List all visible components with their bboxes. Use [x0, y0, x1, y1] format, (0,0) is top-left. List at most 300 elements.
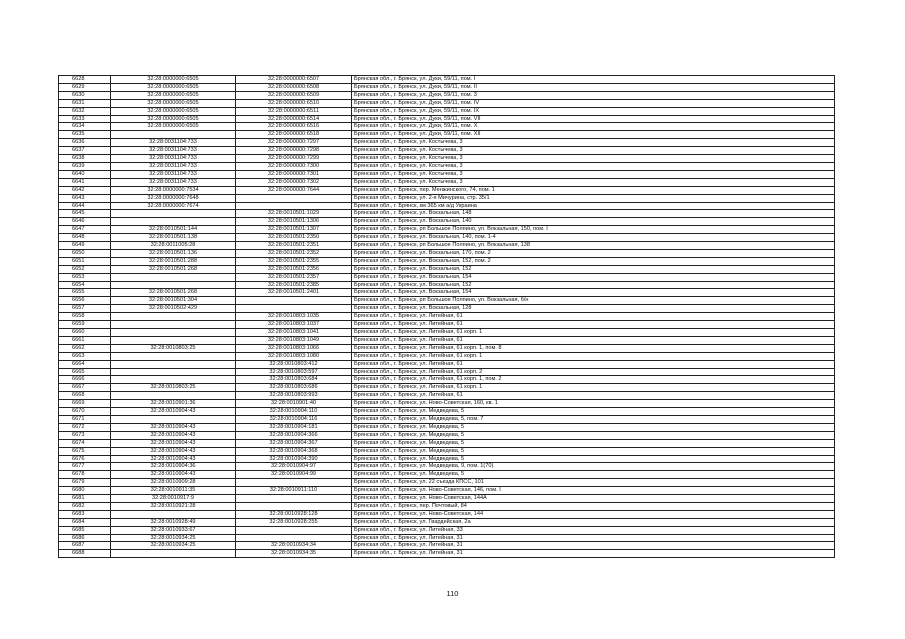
table-row [59, 360, 835, 368]
cadastral-number-cell [236, 479, 352, 487]
table-row [59, 455, 835, 463]
parent-cadastral-number-cell [111, 131, 236, 139]
row-number-cell: 6660 [59, 329, 111, 337]
table-row [59, 447, 835, 455]
cadastral-number-cell: 32:28:0010803:993 [236, 392, 352, 400]
address-cell: Брянская обл., г. Брянск, ул. Медведева, 5 [352, 423, 835, 431]
cadastral-number-cell: 32:28:0000000:7298 [236, 147, 352, 155]
row-number-cell: 6642 [59, 186, 111, 194]
address-cell: Брянская обл., г. Брянск, ул. Медведева, 5, пом. 7 [352, 415, 835, 423]
parent-cadastral-number-cell: 32:28:0000000:6505 [111, 115, 236, 123]
address-cell: Брянская обл., г. Брянск, ул. Дуки, 59/11, пом. II [352, 83, 835, 91]
cadastral-number-cell [236, 526, 352, 534]
parent-cadastral-number-cell: 32:28:0031104:733 [111, 162, 236, 170]
address-cell: Брянская обл., г. Брянск, ул. Дуки, 59/11, пом. X [352, 123, 835, 131]
table-row [59, 384, 835, 392]
parent-cadastral-number-cell [111, 376, 236, 384]
address-cell: Брянская обл., г. Брянск, ул. Литейная, 61 корп. 1, пом. 8 [352, 344, 835, 352]
address-cell: Брянская обл., г. Брянск, ул. Ново-Советская, 144 [352, 510, 835, 518]
row-number-cell: 6643 [59, 194, 111, 202]
table-row [59, 178, 835, 186]
address-cell: Брянская обл., г. Брянск, ул. Ново-Советская, 146, пом. I [352, 487, 835, 495]
parent-cadastral-number-cell: 32:28:0000000:6505 [111, 76, 236, 84]
parent-cadastral-number-cell: 32:28:0011005:28 [111, 242, 236, 250]
cadastral-number-cell: 32:28:0010803:597 [236, 368, 352, 376]
address-cell: Брянская обл., г. Брянск, пер. Почтовый, 84 [352, 502, 835, 510]
table-row [59, 542, 835, 550]
cadastral-number-cell: 32:28:0010803:1049 [236, 336, 352, 344]
table-row [59, 510, 835, 518]
row-number-cell: 6678 [59, 471, 111, 479]
parent-cadastral-number-cell [111, 550, 236, 558]
address-cell: Брянская обл., г. Брянск, ул. 2-я Мичурина, стр. 35/1 [352, 194, 835, 202]
cadastral-number-cell [236, 305, 352, 313]
cadastral-number-cell: 32:28:0010501:2385 [236, 281, 352, 289]
address-cell: Брянская обл., г. Брянск, ул. Костычева, 3 [352, 170, 835, 178]
table-row [59, 479, 835, 487]
cadastral-number-cell [236, 202, 352, 210]
cadastral-number-cell: 32:28:0000000:6511 [236, 107, 352, 115]
address-cell: Брянская обл., г. Брянск, ул. Медведева, 5 [352, 431, 835, 439]
row-number-cell: 6674 [59, 439, 111, 447]
table-row [59, 321, 835, 329]
cadastral-number-cell: 32:28:0010928:128 [236, 510, 352, 518]
row-number-cell: 6645 [59, 210, 111, 218]
row-number-cell: 6687 [59, 542, 111, 550]
address-cell: Брянская обл., г. Брянск, ул. Литейная, 61 корп. 1 [352, 329, 835, 337]
row-number-cell: 6666 [59, 376, 111, 384]
table-row [59, 139, 835, 147]
cadastral-number-cell: 32:28:0010904:366 [236, 431, 352, 439]
row-number-cell: 6651 [59, 257, 111, 265]
cadastral-table [58, 75, 835, 558]
table-row [59, 400, 835, 408]
table-row [59, 305, 835, 313]
row-number-cell: 6684 [59, 518, 111, 526]
row-number-cell: 6646 [59, 218, 111, 226]
address-cell: Брянская обл., г. Брянск, ул. Дуки, 59/11, пом. I [352, 76, 835, 84]
row-number-cell: 6670 [59, 408, 111, 416]
cadastral-number-cell: 32:28:0010803:1037 [236, 321, 352, 329]
cadastral-number-cell: 32:28:0010501:2352 [236, 249, 352, 257]
address-cell: Брянская обл., г. Брянск, ул. Литейная, 33 [352, 526, 835, 534]
table-row [59, 115, 835, 123]
parent-cadastral-number-cell: 32:28:0000000:6505 [111, 91, 236, 99]
cadastral-number-cell: 32:28:0000000:6514 [236, 115, 352, 123]
table-row [59, 194, 835, 202]
parent-cadastral-number-cell: 32:28:0010803:25 [111, 384, 236, 392]
row-number-cell: 6657 [59, 305, 111, 313]
table-row [59, 352, 835, 360]
table-body [59, 76, 835, 558]
table-row [59, 281, 835, 289]
table-row [59, 376, 835, 384]
parent-cadastral-number-cell: 32:28:0000000:6505 [111, 83, 236, 91]
parent-cadastral-number-cell [111, 273, 236, 281]
address-cell: Брянская обл., г. Брянск, ул. Дуки, 59/11, пом. IV [352, 99, 835, 107]
table-row [59, 392, 835, 400]
parent-cadastral-number-cell: 32:28:0010501:138 [111, 234, 236, 242]
parent-cadastral-number-cell [111, 210, 236, 218]
table-row [59, 107, 835, 115]
cadastral-number-cell: 32:28:0000000:6510 [236, 99, 352, 107]
table-row [59, 273, 835, 281]
table-row [59, 131, 835, 139]
parent-cadastral-number-cell: 32:28:0010904:43 [111, 408, 236, 416]
cadastral-number-cell: 32:28:0010501:2350 [236, 234, 352, 242]
parent-cadastral-number-cell: 32:28:0010803:25 [111, 344, 236, 352]
table-row [59, 415, 835, 423]
table-row [59, 329, 835, 337]
cadastral-number-cell: 32:28:0010904:99 [236, 471, 352, 479]
table-row [59, 534, 835, 542]
row-number-cell: 6649 [59, 242, 111, 250]
table-row [59, 550, 835, 558]
address-cell: Брянская обл., г. Брянск, ул. Костычева, 3 [352, 162, 835, 170]
table-row [59, 297, 835, 305]
parent-cadastral-number-cell [111, 415, 236, 423]
parent-cadastral-number-cell: 32:28:0010501:268 [111, 265, 236, 273]
address-cell: Брянская обл., г. Брянск, ул. Литейная, 61 [352, 313, 835, 321]
row-number-cell: 6654 [59, 281, 111, 289]
address-cell: Брянская обл., г. Брянск, ул. Костычева, 3 [352, 139, 835, 147]
row-number-cell: 6636 [59, 139, 111, 147]
table-row [59, 257, 835, 265]
table-row [59, 210, 835, 218]
row-number-cell: 6661 [59, 336, 111, 344]
table-row [59, 487, 835, 495]
row-number-cell: 6667 [59, 384, 111, 392]
row-number-cell: 6655 [59, 289, 111, 297]
table-row [59, 91, 835, 99]
cadastral-number-cell [236, 534, 352, 542]
address-cell: Брянская обл., г. Брянск, ул. Вокзальная, 140, пом. 1-4 [352, 234, 835, 242]
table-row [59, 218, 835, 226]
address-cell: Брянская обл., г. Брянск, ул. Вокзальная, 152 [352, 265, 835, 273]
parent-cadastral-number-cell: 32:28:0031104:733 [111, 170, 236, 178]
table-row [59, 439, 835, 447]
cadastral-number-cell: 32:28:0010911:110 [236, 487, 352, 495]
table-row [59, 336, 835, 344]
address-cell: Брянская обл., г. Брянск, ул. Вокзальная, 148 [352, 210, 835, 218]
page-number: 110 [446, 589, 459, 598]
row-number-cell: 6637 [59, 147, 111, 155]
parent-cadastral-number-cell [111, 218, 236, 226]
row-number-cell: 6662 [59, 344, 111, 352]
row-number-cell: 6630 [59, 91, 111, 99]
cadastral-number-cell: 32:28:0010904:116 [236, 415, 352, 423]
cadastral-number-cell [236, 194, 352, 202]
address-cell: Брянская обл., г. Брянск, ул. Медведева, 5 [352, 471, 835, 479]
address-cell: Брянская обл., г. Брянск, ул. Литейная, 31 [352, 542, 835, 550]
parent-cadastral-number-cell: 32:28:0010904:43 [111, 423, 236, 431]
parent-cadastral-number-cell: 32:28:0010502:429 [111, 305, 236, 313]
cadastral-number-cell: 32:28:0010904:97 [236, 463, 352, 471]
cadastral-number-cell: 32:28:0010904:368 [236, 447, 352, 455]
table-row [59, 423, 835, 431]
row-number-cell: 6683 [59, 510, 111, 518]
table-row [59, 518, 835, 526]
address-cell: Брянская обл., г. Брянск, ул. Литейная, 61 корп. 1 [352, 384, 835, 392]
cadastral-number-cell: 32:28:0010501:2401 [236, 289, 352, 297]
row-number-cell: 6665 [59, 368, 111, 376]
row-number-cell: 6675 [59, 447, 111, 455]
table-row [59, 99, 835, 107]
parent-cadastral-number-cell: 32:28:0000000:6505 [111, 123, 236, 131]
cadastral-number-cell: 32:28:0010904:181 [236, 423, 352, 431]
cadastral-number-cell: 32:28:0010501:2357 [236, 273, 352, 281]
parent-cadastral-number-cell [111, 313, 236, 321]
address-cell: Брянская обл., г. Брянск, ул. Вокзальная, 128 [352, 305, 835, 313]
table-row [59, 242, 835, 250]
parent-cadastral-number-cell: 32:28:0010901:36 [111, 400, 236, 408]
parent-cadastral-number-cell: 32:28:0010501:288 [111, 257, 236, 265]
address-cell: Брянская обл., г. Брянск, ул. Литейная, 61 корп. 1, пом. 2 [352, 376, 835, 384]
cadastral-number-cell: 32:28:0010901:40 [236, 400, 352, 408]
address-cell: Брянская обл., г. Брянск, ул. Вокзальная, 170, пом. 2 [352, 249, 835, 257]
address-cell: Брянская обл., г. Брянск, ул. Медведева, 5 [352, 408, 835, 416]
parent-cadastral-number-cell: 32:28:0010904:43 [111, 471, 236, 479]
row-number-cell: 6639 [59, 162, 111, 170]
cadastral-number-cell: 32:28:0000000:6516 [236, 123, 352, 131]
address-cell: Брянская обл., г. Брянск, ул. Вокзальная, 154 [352, 289, 835, 297]
cadastral-number-cell [236, 502, 352, 510]
row-number-cell: 6638 [59, 155, 111, 163]
table-row [59, 76, 835, 84]
parent-cadastral-number-cell [111, 336, 236, 344]
address-cell: Брянская обл., г. Брянск, ул. Костычева, 3 [352, 155, 835, 163]
address-cell: Брянская обл., г. Брянск, рп Большое Полпино, ул. Вокзальная, б/н [352, 297, 835, 305]
table-row [59, 471, 835, 479]
address-cell: Брянская обл., г. Брянск, ул. Гвардейская, 2а [352, 518, 835, 526]
parent-cadastral-number-cell: 32:28:0010501:144 [111, 226, 236, 234]
table-row [59, 368, 835, 376]
parent-cadastral-number-cell: 32:28:0031104:733 [111, 178, 236, 186]
address-cell: Брянская обл., г. Брянск, ул. Ново-Советская, 160, кв. 1 [352, 400, 835, 408]
cadastral-number-cell: 32:28:0010501:2355 [236, 257, 352, 265]
parent-cadastral-number-cell [111, 281, 236, 289]
table-row [59, 226, 835, 234]
address-cell: Брянская обл., г. Брянск, ул. Литейная, 61 [352, 336, 835, 344]
parent-cadastral-number-cell [111, 360, 236, 368]
parent-cadastral-number-cell [111, 329, 236, 337]
address-cell: Брянская обл., г. Брянск, ул. Литейная, 61 корп. 2 [352, 368, 835, 376]
cadastral-number-cell: 32:28:0000000:6518 [236, 131, 352, 139]
cadastral-number-cell: 32:28:0010934:34 [236, 542, 352, 550]
cadastral-number-cell: 32:28:0000000:7302 [236, 178, 352, 186]
parent-cadastral-number-cell: 32:28:0000000:6505 [111, 99, 236, 107]
row-number-cell: 6640 [59, 170, 111, 178]
address-cell: Брянская обл., г. Брянск, ул. Медведева, 5 [352, 447, 835, 455]
parent-cadastral-number-cell: 32:28:0031104:733 [111, 147, 236, 155]
parent-cadastral-number-cell: 32:28:0010934:25 [111, 534, 236, 542]
cadastral-number-cell: 32:28:0010501:1307 [236, 226, 352, 234]
row-number-cell: 6664 [59, 360, 111, 368]
address-cell: Брянская обл., г. Брянск, ул. Костычева, 3 [352, 147, 835, 155]
cadastral-number-cell: 32:28:0010803:1041 [236, 329, 352, 337]
row-number-cell: 6672 [59, 423, 111, 431]
cadastral-number-cell [236, 297, 352, 305]
address-cell: Брянская обл., г. Брянск, рп Большое Полпино, ул. Вокзальная, 138 [352, 242, 835, 250]
row-number-cell: 6641 [59, 178, 111, 186]
address-cell: Брянская обл., г. Брянск, ул. Вокзальная, 152 [352, 281, 835, 289]
address-cell: Брянская обл., г. Брянск, пер. Менжинского, 74, пом. 1 [352, 186, 835, 194]
row-number-cell: 6652 [59, 265, 111, 273]
parent-cadastral-number-cell: 32:28:0010909:28 [111, 479, 236, 487]
parent-cadastral-number-cell: 32:28:0031104:733 [111, 139, 236, 147]
cadastral-number-cell: 32:28:0010501:1029 [236, 210, 352, 218]
row-number-cell: 6629 [59, 83, 111, 91]
cadastral-number-cell: 32:28:0010904:110 [236, 408, 352, 416]
row-number-cell: 6679 [59, 479, 111, 487]
row-number-cell: 6686 [59, 534, 111, 542]
cadastral-number-cell: 32:28:0010904:390 [236, 455, 352, 463]
parent-cadastral-number-cell: 32:28:0010933:67 [111, 526, 236, 534]
cadastral-number-cell: 32:28:0000000:7299 [236, 155, 352, 163]
cadastral-number-cell: 32:28:0010501:2356 [236, 265, 352, 273]
address-cell: Брянская обл., г. Брянск, ул. 22 съезда КПСС, 101 [352, 479, 835, 487]
table-row [59, 408, 835, 416]
parent-cadastral-number-cell: 32:28:0010921:28 [111, 502, 236, 510]
address-cell: Брянская обл., г. Брянск, ул. Дуки, 59/11, пом. IX [352, 107, 835, 115]
cadastral-number-cell: 32:28:0010501:2351 [236, 242, 352, 250]
table-row [59, 502, 835, 510]
row-number-cell: 6681 [59, 495, 111, 503]
row-number-cell: 6650 [59, 249, 111, 257]
parent-cadastral-number-cell [111, 368, 236, 376]
parent-cadastral-number-cell: 32:28:0010934:25 [111, 542, 236, 550]
parent-cadastral-number-cell: 32:28:0010501:136 [111, 249, 236, 257]
cadastral-number-cell: 32:28:0010928:255 [236, 518, 352, 526]
row-number-cell: 6669 [59, 400, 111, 408]
address-cell: Брянская обл., г. Брянск, ул. Медведева, 5 [352, 455, 835, 463]
table-row [59, 170, 835, 178]
cadastral-number-cell: 32:28:0010803:1080 [236, 352, 352, 360]
table-row [59, 123, 835, 131]
cadastral-number-cell: 32:28:0010501:1306 [236, 218, 352, 226]
table-row [59, 289, 835, 297]
row-number-cell: 6644 [59, 202, 111, 210]
parent-cadastral-number-cell: 32:28:0000000:7648 [111, 194, 236, 202]
cadastral-number-cell: 32:28:0010934:35 [236, 550, 352, 558]
table-row [59, 234, 835, 242]
cadastral-number-cell: 32:28:0010803:684 [236, 376, 352, 384]
table-row [59, 463, 835, 471]
row-number-cell: 6673 [59, 431, 111, 439]
address-cell: Брянская обл., г. Брянск, ул. Литейная, 61 [352, 360, 835, 368]
table-row [59, 249, 835, 257]
address-cell: Брянская обл., г. Брянск, ул. Литейная, 61 корп. 1 [352, 352, 835, 360]
table-row [59, 344, 835, 352]
parent-cadastral-number-cell [111, 510, 236, 518]
row-number-cell: 6635 [59, 131, 111, 139]
row-number-cell: 6688 [59, 550, 111, 558]
parent-cadastral-number-cell: 32:28:0010904:36 [111, 463, 236, 471]
row-number-cell: 6677 [59, 463, 111, 471]
row-number-cell: 6682 [59, 502, 111, 510]
cadastral-number-cell: 32:28:0000000:7300 [236, 162, 352, 170]
table-row [59, 265, 835, 273]
address-cell: Брянская обл., г. Брянск, рп Большое Полпино, ул. Вокзальная, 150, пом. I [352, 226, 835, 234]
address-cell: Брянская обл., г. Брянск, ул. Дуки, 59/11, пом. XII [352, 131, 835, 139]
table-row [59, 313, 835, 321]
row-number-cell: 6656 [59, 297, 111, 305]
row-number-cell: 6658 [59, 313, 111, 321]
row-number-cell: 6663 [59, 352, 111, 360]
cadastral-number-cell: 32:28:0000000:7301 [236, 170, 352, 178]
address-cell: Брянская обл., г. Брянск, ул. Литейная, 61 [352, 392, 835, 400]
cadastral-number-cell: 32:28:0000000:7297 [236, 139, 352, 147]
cadastral-number-cell: 32:28:0010904:367 [236, 439, 352, 447]
address-cell: Брянская обл., г. Брянск, ул. Ново-Советская, 144А [352, 495, 835, 503]
cadastral-number-cell: 32:28:0010803:1035 [236, 313, 352, 321]
parent-cadastral-number-cell: 32:28:0010501:304 [111, 297, 236, 305]
cadastral-number-cell: 32:28:0000000:7644 [236, 186, 352, 194]
cadastral-number-cell: 32:28:0000000:6507 [236, 76, 352, 84]
parent-cadastral-number-cell: 32:28:0010904:43 [111, 447, 236, 455]
table-row [59, 202, 835, 210]
parent-cadastral-number-cell: 32:28:0010917:9 [111, 495, 236, 503]
cadastral-number-cell: 32:28:0010803:686 [236, 384, 352, 392]
address-cell: Брянская обл., г. Брянск, км 365 км а/д Украина [352, 202, 835, 210]
table-row [59, 526, 835, 534]
parent-cadastral-number-cell [111, 321, 236, 329]
cadastral-number-cell: 32:28:0000000:6509 [236, 91, 352, 99]
row-number-cell: 6668 [59, 392, 111, 400]
row-number-cell: 6653 [59, 273, 111, 281]
parent-cadastral-number-cell: 32:28:0000000:7534 [111, 186, 236, 194]
parent-cadastral-number-cell [111, 352, 236, 360]
cadastral-number-cell: 32:28:0000000:6508 [236, 83, 352, 91]
parent-cadastral-number-cell: 32:28:0000000:6505 [111, 107, 236, 115]
parent-cadastral-number-cell: 32:28:0010904:43 [111, 455, 236, 463]
parent-cadastral-number-cell: 32:28:0010501:268 [111, 289, 236, 297]
table-row [59, 83, 835, 91]
address-cell: Брянская обл., г. Брянск, ул. Литейная, 31 [352, 534, 835, 542]
table-row [59, 186, 835, 194]
address-cell: Брянская обл., г. Брянск, ул. Дуки, 59/11, пом. VII [352, 115, 835, 123]
address-cell: Брянская обл., г. Брянск, ул. Вокзальная, 152, пом. 2 [352, 257, 835, 265]
table-row [59, 147, 835, 155]
row-number-cell: 6676 [59, 455, 111, 463]
table-row [59, 155, 835, 163]
cadastral-number-cell [236, 495, 352, 503]
parent-cadastral-number-cell [111, 392, 236, 400]
parent-cadastral-number-cell: 32:28:0010911:35 [111, 487, 236, 495]
row-number-cell: 6633 [59, 115, 111, 123]
address-cell: Брянская обл., г. Брянск, ул. Медведева, 5 [352, 439, 835, 447]
address-cell: Брянская обл., г. Брянск, ул. Костычева, 3 [352, 178, 835, 186]
row-number-cell: 6647 [59, 226, 111, 234]
table-row [59, 162, 835, 170]
address-cell: Брянская обл., г. Брянск, ул. Медведева, 9, пом. 1(70) [352, 463, 835, 471]
address-cell: Брянская обл., г. Брянск, ул. Дуки, 59/11, пом. 3 [352, 91, 835, 99]
address-cell: Брянская обл., г. Брянск, ул. Вокзальная, 154 [352, 273, 835, 281]
parent-cadastral-number-cell: 32:28:0000000:7674 [111, 202, 236, 210]
address-cell: Брянская обл., г. Брянск, ул. Литейная, 61 [352, 321, 835, 329]
table-row [59, 495, 835, 503]
row-number-cell: 6659 [59, 321, 111, 329]
row-number-cell: 6634 [59, 123, 111, 131]
parent-cadastral-number-cell: 32:28:0031104:733 [111, 155, 236, 163]
row-number-cell: 6685 [59, 526, 111, 534]
parent-cadastral-number-cell: 32:28:0010928:49 [111, 518, 236, 526]
parent-cadastral-number-cell: 32:28:0010904:43 [111, 439, 236, 447]
cadastral-number-cell: 32:28:0010803:412 [236, 360, 352, 368]
table-row [59, 431, 835, 439]
address-cell: Брянская обл., г. Брянск, ул. Литейная, 31 [352, 550, 835, 558]
row-number-cell: 6648 [59, 234, 111, 242]
